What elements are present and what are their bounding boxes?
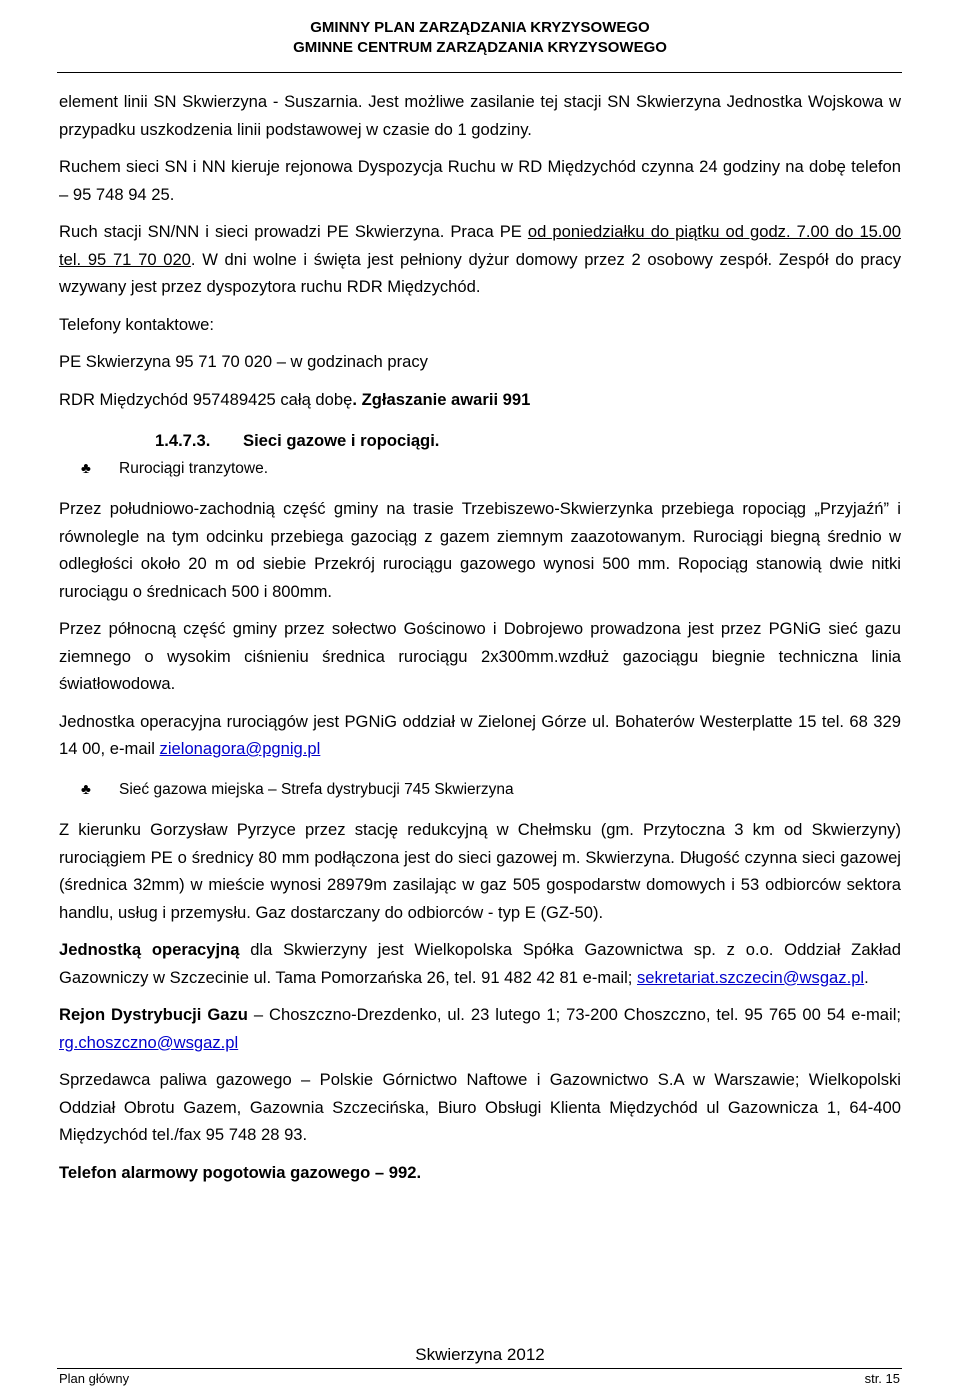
paragraph-distribution-district <box>59 1001 901 1056</box>
paragraph-pgnig-unit <box>59 708 901 763</box>
club-bullet-icon: ♣ <box>81 780 91 798</box>
page-header <box>0 18 960 58</box>
contact-rdr <box>59 386 901 414</box>
paragraph-operational-unit <box>59 936 901 991</box>
header-line-1: GMINNY PLAN ZARZĄDZANIA KRYZYSOWEGO <box>310 19 650 36</box>
club-bullet-icon: ♣ <box>81 459 91 477</box>
footer-rule <box>57 1368 902 1369</box>
header-line-2: GMINNE CENTRUM ZARZĄDZANIA KRYZYSOWEGO <box>293 39 667 56</box>
section-title: Sieci gazowe i ropociągi. <box>243 431 440 450</box>
bullet-transit-pipelines <box>81 455 901 483</box>
paragraph-pipelines-north: Przez północną część gminy przez sołectwo Gościnowo i Dobrojewo prowadzona jest przez PGNiG sieć gazu ziemnego o wysokim ciśnieniu średnica rurociągu 2x300mm.wzdłuż gazociągu biegnie techniczna linia światłowodowa. <box>59 619 901 693</box>
bullet-city-gas-text: Sieć gazowa miejska – Strefa dystrybucji 745 Skwierzyna <box>119 780 514 798</box>
pgnig-email-link[interactable]: zielonagora@pgnig.pl <box>159 739 321 758</box>
work-hours-underlined: od poniedziałku do piątku od godz. 7.00 do 15.00 tel. 95 71 70 020 <box>59 222 901 269</box>
contact-phones-heading: Telefony kontaktowe: <box>59 314 214 334</box>
contact-pe: PE Skwierzyna 95 71 70 020 – w godzinach pracy <box>59 352 428 371</box>
pgnig-unit-text: Jednostka operacyjna rurociągów jest PGNiG oddział w Zielonej Górze ul. Bohaterów Westerplatte 15 tel. 68 329 14 00, e-mail <box>59 711 901 758</box>
paragraph-1: element linii SN Skwierzyna - Suszarnia. Jest możliwe zasilanie tej stacji SN Skwierzyna Jednostka Wojskowa w przypadku uszkodzenia linii podstawowej w czasie do 1 godziny. <box>59 92 901 139</box>
paragraph-city-gas: Z kierunku Gorzysław Pyrzyce przez stację redukcyjną w Chełmsku (gm. Przytoczna 3 km od Skwierzyny) rurociągiem PE o średnicy 80 mm podłączona jest do sieci gazowej m. Skwierzyna. Długość czynna sieci gazowej (średnica 32mm) w mieście wynosi 28979m zasilając w gaz 505 gospodarstw domowych i 53 odbiorców sektora handlu, usług i przemysłu. Gaz dostarczany do odbiorców - typ E (GZ-50). <box>59 820 901 922</box>
distribution-district-bold: Rejon Dystrybucji Gazu <box>59 1005 248 1024</box>
footer-plan-label: Plan główny <box>59 1371 130 1386</box>
paragraph-3-end: . W dni wolne i święta jest pełniony dyżur domowy przez 2 osobowy zespół. Zespół do pracy wzywany jest przez dyspozytora ruchu RDR Międzychód. <box>59 249 901 296</box>
paragraph-pipelines-south: Przez południowo-zachodnią część gminy na trasie Trzebiszewo-Skwierzynka przebiega ropociąg „Przyjaźń” i równolegle na tym odcinku przebiega gazociąg z gazem ziemnym zaazotowanym. Rurociągi biegną średnio w odległości około 20 m od siebie Przekrój rurociągu gazowego wynosi 500 mm. Ropociąg stanowią dwie nitki rurociągu o średnicach 500 i 800mm. <box>59 499 901 601</box>
wsgaz-secretariat-email-link[interactable]: sekretariat.szczecin@wsgaz.pl <box>637 967 865 987</box>
operational-unit-bold: Jednostką operacyjną <box>59 940 240 959</box>
choszczno-email-link[interactable]: rg.choszczno@wsgaz.pl <box>59 1032 239 1052</box>
paragraph-3 <box>59 218 901 301</box>
bullet-city-gas-network <box>81 776 901 804</box>
bullet-transit-text: Rurociągi tranzytowe. <box>119 459 269 477</box>
document-body <box>59 88 901 1186</box>
footer-title: Skwierzyna 2012 <box>415 1345 545 1364</box>
gas-emergency-phone-text: Telefon alarmowy pogotowia gazowego – 992. <box>59 1162 422 1182</box>
section-heading <box>155 427 901 455</box>
section-number: 1.4.7.3. <box>155 431 211 450</box>
footer-page-number: str. 15 <box>864 1371 900 1386</box>
gas-emergency-phone <box>59 1159 901 1187</box>
operational-unit-text: dla Skwierzyny jest Wielkopolska Spółka Gazownictwa sp. z o.o. Oddział Zakład Gazowniczy w Szczecinie ul. Tama Pomorzańska 26, tel. 91 482 42 81 e-mail; <box>59 940 901 987</box>
operational-unit-end: . <box>864 967 869 987</box>
contact-rdr-text: RDR Międzychód 957489425 całą dobę <box>59 389 353 409</box>
failure-report-number: . Zgłaszanie awarii 991 <box>352 389 531 409</box>
paragraph-gas-seller: Sprzedawca paliwa gazowego – Polskie Górnictwo Naftowe i Gazownictwo S.A w Warszawie; Wielkopolski Oddział Obrotu Gazem, Gazownia Szczecińska, Biuro Obsługi Klienta Międzychód ul Gazownicza 1, 64-400 Międzychód tel./fax 95 748 28 93. <box>59 1070 901 1144</box>
distribution-district-text: – Choszczno-Drezdenko, ul. 23 lutego 1; 73-200 Choszczno, tel. 95 765 00 54 e-mail; <box>247 1005 901 1024</box>
header-rule <box>57 72 902 73</box>
paragraph-2: Ruchem sieci SN i NN kieruje rejonowa Dyspozycja Ruchu w RD Międzychód czynna 24 godziny na dobę telefon – 95 748 94 25. <box>59 157 901 204</box>
paragraph-3-start: Ruch stacji SN/NN i sieci prowadzi PE Skwierzyna. Praca PE <box>59 222 528 241</box>
